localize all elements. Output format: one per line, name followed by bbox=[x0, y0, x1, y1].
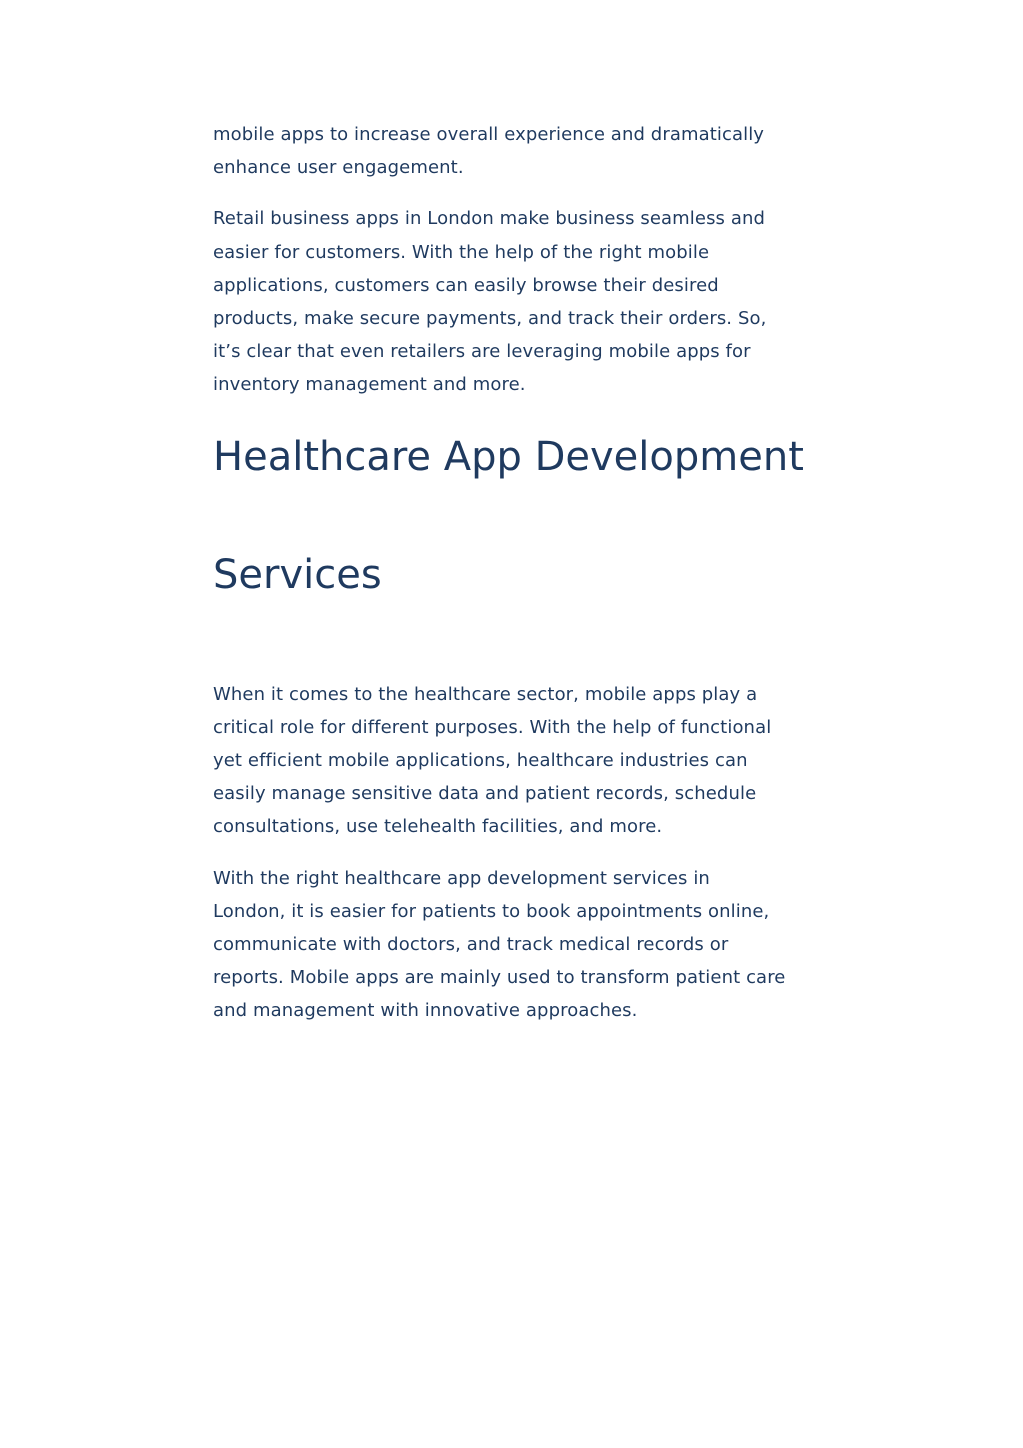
article-body bbox=[213, 118, 813, 1028]
paragraph-healthcare-1: When it comes to the healthcare sector, mobile apps play a critical role for different purposes. With the help of functional yet efficient mobile applications, healthcare industries can easily manage sensitive data and patient records, schedule consultations, use telehealth facilities, and more. bbox=[213, 683, 772, 838]
paragraph-healthcare-2: With the right healthcare app development services in London, it is easier for patients to book appointments online, communicate with doctors, and track medical records or reports. Mobile apps are mainly used to transform patient care and management with innovative approaches. bbox=[213, 867, 786, 1022]
paragraph-retail: Retail business apps in London make business seamless and easier for customers. With the help of the right mobile applications, customers can easily browse their desired products, make secure payments, and track their orders. So, it’s clear that even retailers are leveraging mobile apps for inventory management and more. bbox=[213, 208, 767, 396]
paragraph-intro-tail: mobile apps to increase overall experience and dramatically enhance user engagement. bbox=[213, 124, 765, 179]
heading-healthcare-services: Healthcare App Development Services bbox=[213, 433, 804, 598]
